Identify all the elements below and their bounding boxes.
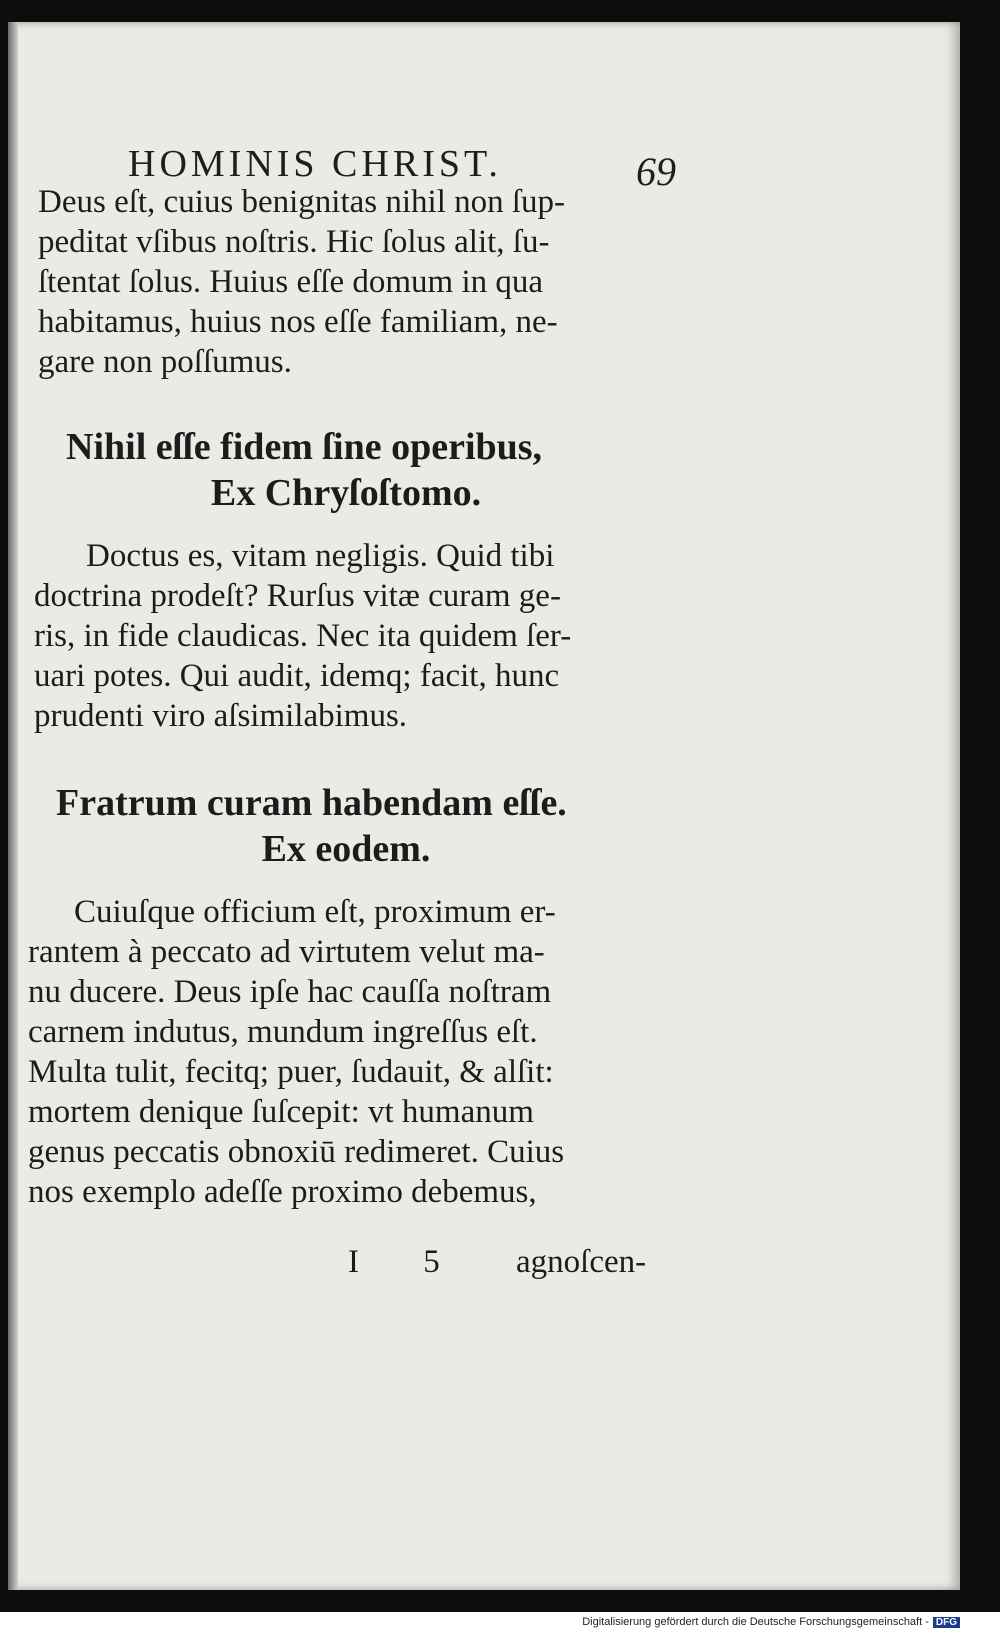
credit-text: Digitalisierung gefördert durch die Deutsche Forschungsgemeinschaft -: [582, 1616, 929, 1628]
passage-1: [38, 182, 658, 382]
page-gutter-edge: [8, 22, 18, 1590]
text-line: mortem denique ſuſcepit: vt humanum: [28, 1094, 534, 1130]
heading-source: Ex eodem.: [261, 828, 431, 870]
text-line: Deus eſt, cuius benignitas nihil non ſup-: [38, 184, 566, 220]
text-line: nu ducere. Deus ipſe hac cauſſa noſtram: [28, 974, 552, 1010]
catchword: agnoſcen-: [516, 1244, 647, 1280]
section-heading-2: [56, 780, 636, 872]
heading-title: Fratrum curam habendam eſſe.: [56, 782, 567, 824]
text-line: peditat vſibus noſtris. Hic ſolus alit, ſu-: [38, 224, 550, 260]
section-heading-1: [66, 424, 626, 516]
signature-mark: I 5: [348, 1244, 468, 1280]
text-line: uari potes. Qui audit, idemq; facit, hunc: [34, 658, 560, 694]
page-footer: [348, 1244, 668, 1294]
text-line: rantem à peccato ad virtutem velut ma-: [28, 934, 545, 970]
text-line: nos exemplo adeſſe proximo debemus,: [28, 1174, 537, 1210]
text-line: habitamus, huius nos eſſe familiam, ne-: [38, 304, 558, 340]
book-page: [8, 22, 960, 1590]
text-line: gare non poſſumus.: [38, 344, 292, 380]
heading-title: Nihil eſſe fidem ſine operibus,: [66, 426, 543, 468]
passage-3: [28, 892, 658, 1212]
passage-2: [34, 536, 654, 736]
digitization-credit: [582, 1616, 960, 1628]
text-line: ris, in fide claudicas. Nec ita quidem ſer-: [34, 618, 572, 654]
text-line: Multa tulit, fecitq; puer, ſudauit, & alſit:: [28, 1054, 554, 1090]
page-number: 69: [636, 149, 676, 194]
text-line: carnem indutus, mundum ingreſſus eſt.: [28, 1014, 538, 1050]
text-line: prudenti viro aſsimilabimus.: [34, 698, 408, 734]
text-line: Cuiuſque officium eſt, proximum er-: [74, 894, 556, 930]
heading-source: Ex Chryſoſtomo.: [210, 472, 482, 514]
text-line: genus peccatis obnoxiū redimeret. Cuius: [28, 1134, 565, 1170]
text-line: Doctus es, vitam negligis. Quid tibi: [86, 538, 555, 574]
running-head: HOMINIS CHRIST.: [128, 143, 502, 185]
text-line: doctrina prodeſt? Rurſus vitæ curam ge-: [34, 578, 561, 614]
dfg-logo: DFG: [933, 1617, 960, 1628]
text-line: ſtentat ſolus. Huius eſſe domum in qua: [38, 264, 544, 300]
